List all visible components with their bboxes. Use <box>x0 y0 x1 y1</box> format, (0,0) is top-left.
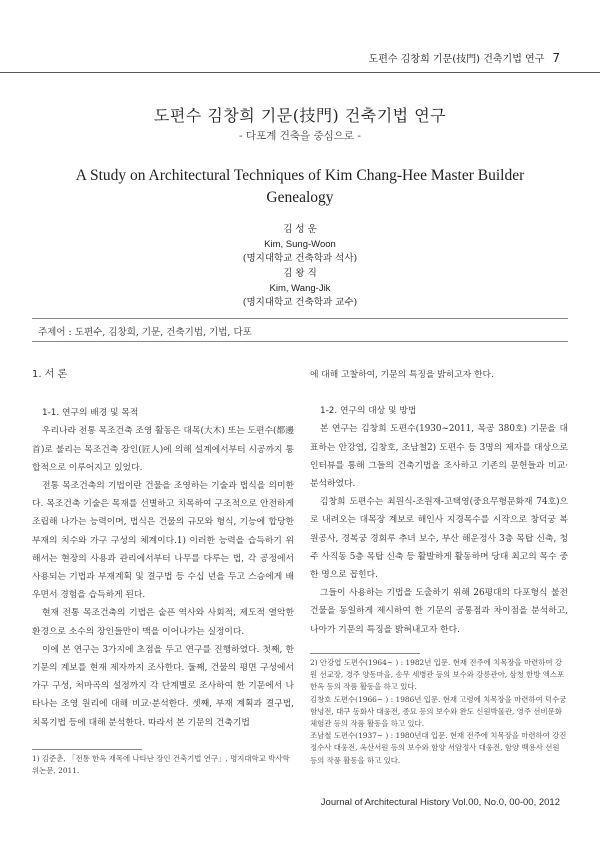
author-1-name-kr: 김 성 운 <box>283 224 317 235</box>
footnote-rule-right <box>310 653 420 654</box>
running-header <box>369 50 560 65</box>
author-2-affiliation: (명지대학교 건축학과 교수) <box>242 297 358 308</box>
subsection-heading-scope: 1-2. 연구의 대상 및 방법 <box>320 406 417 417</box>
paragraph: 그들이 사용하는 기법을 도출하기 위해 26평대의 다포형식 불전 건물을 동일하게 제시하여 한 기문의 공통점과 차이점을 분석하고, 나아가 기문의 특징을 밝혀내고자 한다. <box>310 588 568 635</box>
right-column <box>310 366 568 639</box>
page-number: 7 <box>552 51 560 65</box>
paragraph: 본 연구는 김창희 도편수(1930~2011, 목공 380호) 기문을 대표하는 안강엽, 김창호, 조남철2) 도편수 등 3명의 제자를 대상으로 인터뷰를 통해 그들의 건축기법을 조사하고 기존의 문헌들과 비교·분석하였다. <box>310 424 568 490</box>
footnotes-right <box>310 657 568 767</box>
subsection-heading-background: 1-1. 연구의 배경 및 목적 <box>42 408 139 419</box>
english-title-line1: A Study on Architectural Techniques of Kim Chang-Hee Master Builder <box>75 167 525 184</box>
paragraph: 전통 목조건축의 기법이란 건물을 조영하는 기술과 법식을 의미한다. 목조건축 기술은 목재를 선별하고 치목하여 구조적으로 안전하게 조립해 나가는 능력이며, 법식은 건물의 규모와 형식, 기능에 합당한 부재의 치수와 가구 구성의 체계이다.1) 이러한 능력을 습득하기 위해서는 현장의 사용과 관리에서부터 나무를 다루는 법, 각 공정에서 사용되는 기법과 부재계획 및 결구법 등 수십 년을 두고 스승에게 배우면서 경험을 습득하게 된다. <box>32 481 294 601</box>
footnote-rule-left <box>32 749 142 750</box>
author-1-affiliation: (명지대학교 건축학과 석사) <box>242 253 358 264</box>
header-rule <box>0 72 600 73</box>
footnote-2-kim: 김창호 도편수(1966~ ) : 1986년 입문. 현재 고령에 치목장을 마련하여 덕수궁 함녕전, 대구 동화사 대웅전, 종묘 등의 보수와 완도 신원박물관, 영주 선비문화체험관 등의 작품 활동을 하고 있다. <box>310 694 567 729</box>
keywords: 주제어 : 도편수, 김창희, 기문, 건축기법, 기법, 다포 <box>38 327 252 338</box>
paragraph: 우리나라 전통 목조건축 조영 활동은 대목(大木) 또는 도편수(都邊首)로 불리는 목조건축 장인(匠人)에 의해 설계에서부터 시공까지 통합적으로 이루어지고 있었다. <box>32 426 295 473</box>
paragraph: 이에 본 연구는 3가지에 초점을 두고 연구를 진행하였다. 첫째, 한 기문의 계보를 현재 제자까지 조사한다. 둘째, 건물의 평면 구성에서 가구 구성, 처마곡의 설정까지 각 단계별로 조사하여 한 기문에서 나타나는 조영 원리에 대해 비교·분석한다. 셋째, 부재 계획과 결구법, 치목기법 등에 대해 분석한다. 따라서 본 기문의 건축기법 <box>32 644 294 728</box>
footnote-2-cho: 조남철 도편수(1937~ ) : 1980년대 입문. 현재 전주에 치목장을 마련하여 강진 정수사 대웅전, 옥산서원 등의 보수와 함양 서암정사 대웅전, 함양 백용사 선원 등의 작품 활동을 하고 있다. <box>310 731 567 765</box>
english-title <box>0 165 600 209</box>
journal-footer: Journal of Architectural History Vol.00, No.0, 00-00, 2012 <box>320 797 560 808</box>
section-heading-introduction: 1. 서 론 <box>32 369 68 380</box>
korean-subtitle: - 다포계 건축을 중심으로 - <box>239 130 361 142</box>
paragraph: 김창희 도편수는 최원식-조원재-고택영(중요무형문화재 74호)으로 내려오는 대목장 계보로 해인사 지경목수를 시작으로 창덕궁 복원공사, 경복궁 경회루 추녀 보수, 부산 해운정사 3층 목탑 신축, 청주 사직동 5층 목탑 신축 등 활발하게 활동하며 당대 최고의 목수 중 한 명으로 꼽힌다. <box>310 497 568 581</box>
author-2-name-en: Kim, Wang-Jik <box>269 283 331 294</box>
footnote-1: 1) 김준춘, 「전통 한옥 재목에 나타난 장인 건축기법 연구」, 명지대학교 박사학위논문, 2011. <box>32 754 290 776</box>
running-header-title: 도편수 김창희 기문(技門) 건축기법 연구 <box>368 54 545 65</box>
english-title-line2: Genealogy <box>266 189 334 206</box>
paragraph-continuation: 에 대해 고찰하여, 기문의 특징을 밝히고자 한다. <box>310 370 494 380</box>
author-1-name-en: Kim, Sung-Woon <box>264 239 336 250</box>
author-2-name-kr: 김 왕 직 <box>283 268 317 279</box>
korean-title: 도편수 김창희 기문(技門) 건축기법 연구 <box>153 106 447 125</box>
footnote-2: 2) 안강엽 도편수(1964~ ) : 1982년 입문. 현재 진주에 치목장을 마련하여 강원 선교장, 경주 양동마을, 송무 세병관 등의 보수와 강릉관아, 삼청 한방 엑스포 한옥 등의 작품 활동을 하고 있다. <box>310 658 565 692</box>
left-column <box>32 366 294 732</box>
paragraph: 현재 전통 목조건축의 기법은 숱픈 역사와 사회적, 제도적 열악한 환경으로 소수의 장인들만이 맥을 이어나가는 실정이다. <box>32 608 294 637</box>
